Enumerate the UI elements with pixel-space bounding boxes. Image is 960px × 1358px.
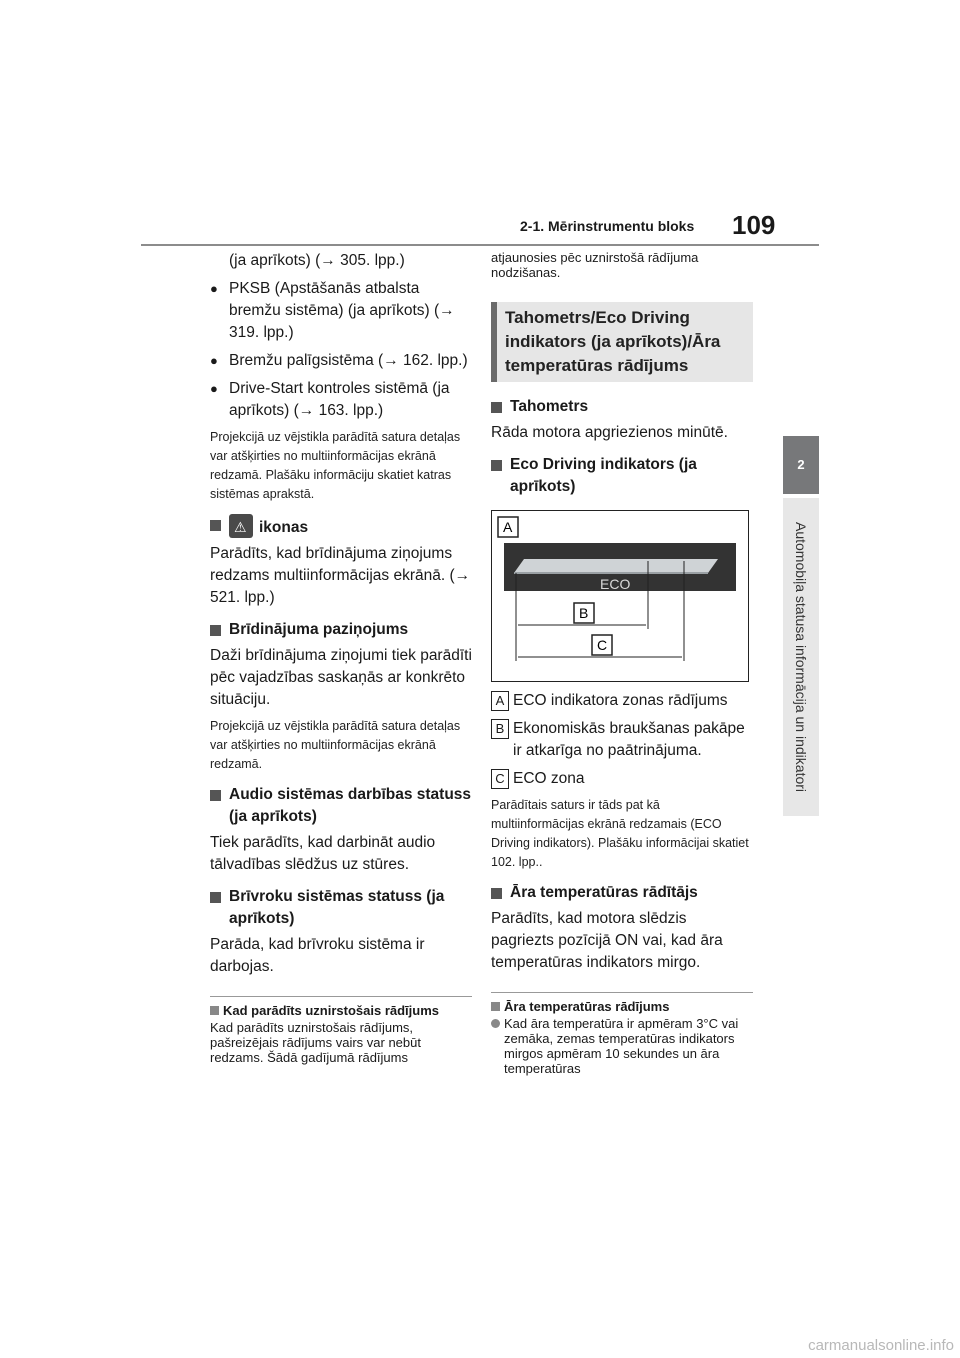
eco-label: ECO xyxy=(600,576,631,592)
left-column xyxy=(210,250,472,1065)
continued-text: atjaunosies pēc uznirstošā rādījuma nodzišanas. xyxy=(491,250,699,280)
paragraph: Daži brīdinājuma ziņojumi tiek parādīti pēc vajadzības saskaņās ar konkrēto situāciju. xyxy=(210,647,472,708)
text-line: (ja aprīkots) (→ 305. lpp.) xyxy=(229,252,405,269)
paragraph: Parāda, kad brīvroku sistēma ir darbojas. xyxy=(210,936,425,975)
eco-indicator-figure xyxy=(491,510,749,682)
section-header: 2-1. Mērinstrumentu bloks xyxy=(520,218,695,234)
header-rule xyxy=(141,244,819,246)
page-number: 109 xyxy=(732,210,776,240)
heading-icons: ⚠ikonas xyxy=(210,514,472,539)
legend-item: C ECO zona xyxy=(491,768,753,790)
legend-item: B Ekonomiskās braukšanas pakāpe ir atkarīga no paātrinājuma. xyxy=(491,718,753,762)
label-b: B xyxy=(579,605,589,621)
heading: Eco Driving indikators (ja aprīkots) xyxy=(491,454,753,498)
heading: Brīdinājuma paziņojums xyxy=(210,619,472,641)
right-column xyxy=(491,250,753,1076)
list-item: ● Drive-Start kontroles sistēmā (ja aprīkots) (→ 163. lpp.) xyxy=(210,378,472,422)
note-bullet: Kad āra temperatūra ir apmēram 3°C vai zemāka, zemas temperatūras indikators mirgos apmēram 10 sekundes un āra temperatūras xyxy=(491,1016,753,1076)
chapter-tab-number: 2 xyxy=(783,436,819,494)
note-divider xyxy=(210,996,472,997)
note-text: Parādītais saturs ir tāds pat kā multiinformācijas ekrānā redzamais (ECO Driving indikators). Plašāku informācijai skatiet 102. lpp.. xyxy=(491,798,749,869)
legend-item: A ECO indikatora zonas rādījums xyxy=(491,690,753,712)
heading: Brīvroku sistēmas statuss (ja aprīkots) xyxy=(210,886,472,930)
paragraph: Rāda motora apgriezienos minūtē. xyxy=(491,424,728,441)
heading: Tahometrs xyxy=(491,396,753,418)
list-item: ● PKSB (Apstāšanās atbalsta bremžu sistēma) (ja aprīkots) (→ 319. lpp.) xyxy=(210,278,472,344)
note-heading: Kad parādīts uznirstošais rādījums xyxy=(210,1003,472,1018)
note-divider xyxy=(491,992,753,993)
heading: Audio sistēmas darbības statuss (ja aprīkots) xyxy=(210,784,472,828)
paragraph: Parādīts, kad brīdinājuma ziņojums redzams multiinformācijas ekrānā. (→ 521. lpp.) xyxy=(210,545,471,606)
note-text: Kad parādīts uznirstošais rādījums, pašreizējais rādījums vairs var nebūt redzams. Šādā gadījumā rādījums xyxy=(210,1020,421,1065)
label-a: A xyxy=(503,519,513,535)
note-text: Projekcijā uz vējstikla parādītā satura detaļas var atšķirties no multiinformācijas ekrānā redzamā. xyxy=(210,719,461,771)
watermark: carmanualsonline.info xyxy=(808,1337,954,1354)
warning-icon xyxy=(229,514,253,538)
heading: Āra temperatūras rādītājs xyxy=(491,882,753,904)
paragraph: Parādīts, kad motora slēdzis pagriezts pozīcijā ON vai, kad āra temperatūras indikators mirgo. xyxy=(491,910,723,971)
chapter-tab-label: Automobiļa statusa informācija un indikatori xyxy=(793,521,809,793)
list-item: ● Bremžu palīgsistēma (→ 162. lpp.) xyxy=(210,350,472,372)
section-title: Tahometrs/Eco Driving indikators (ja aprīkots)/Āra temperatūras rādījums xyxy=(491,302,753,382)
paragraph: Tiek parādīts, kad darbināt audio tālvadības slēdžus uz stūres. xyxy=(210,834,436,873)
eco-diagram xyxy=(492,511,748,681)
eco-gauge xyxy=(514,559,718,573)
note-heading: Āra temperatūras rādījums xyxy=(491,999,753,1014)
label-c: C xyxy=(597,637,608,653)
note-text: Projekcijā uz vējstikla parādītā satura detaļas var atšķirties no multiinformācijas ekrānā redzamā. Plašāku informāciju skatiet katras sistēmas aprakstā. xyxy=(210,430,461,501)
